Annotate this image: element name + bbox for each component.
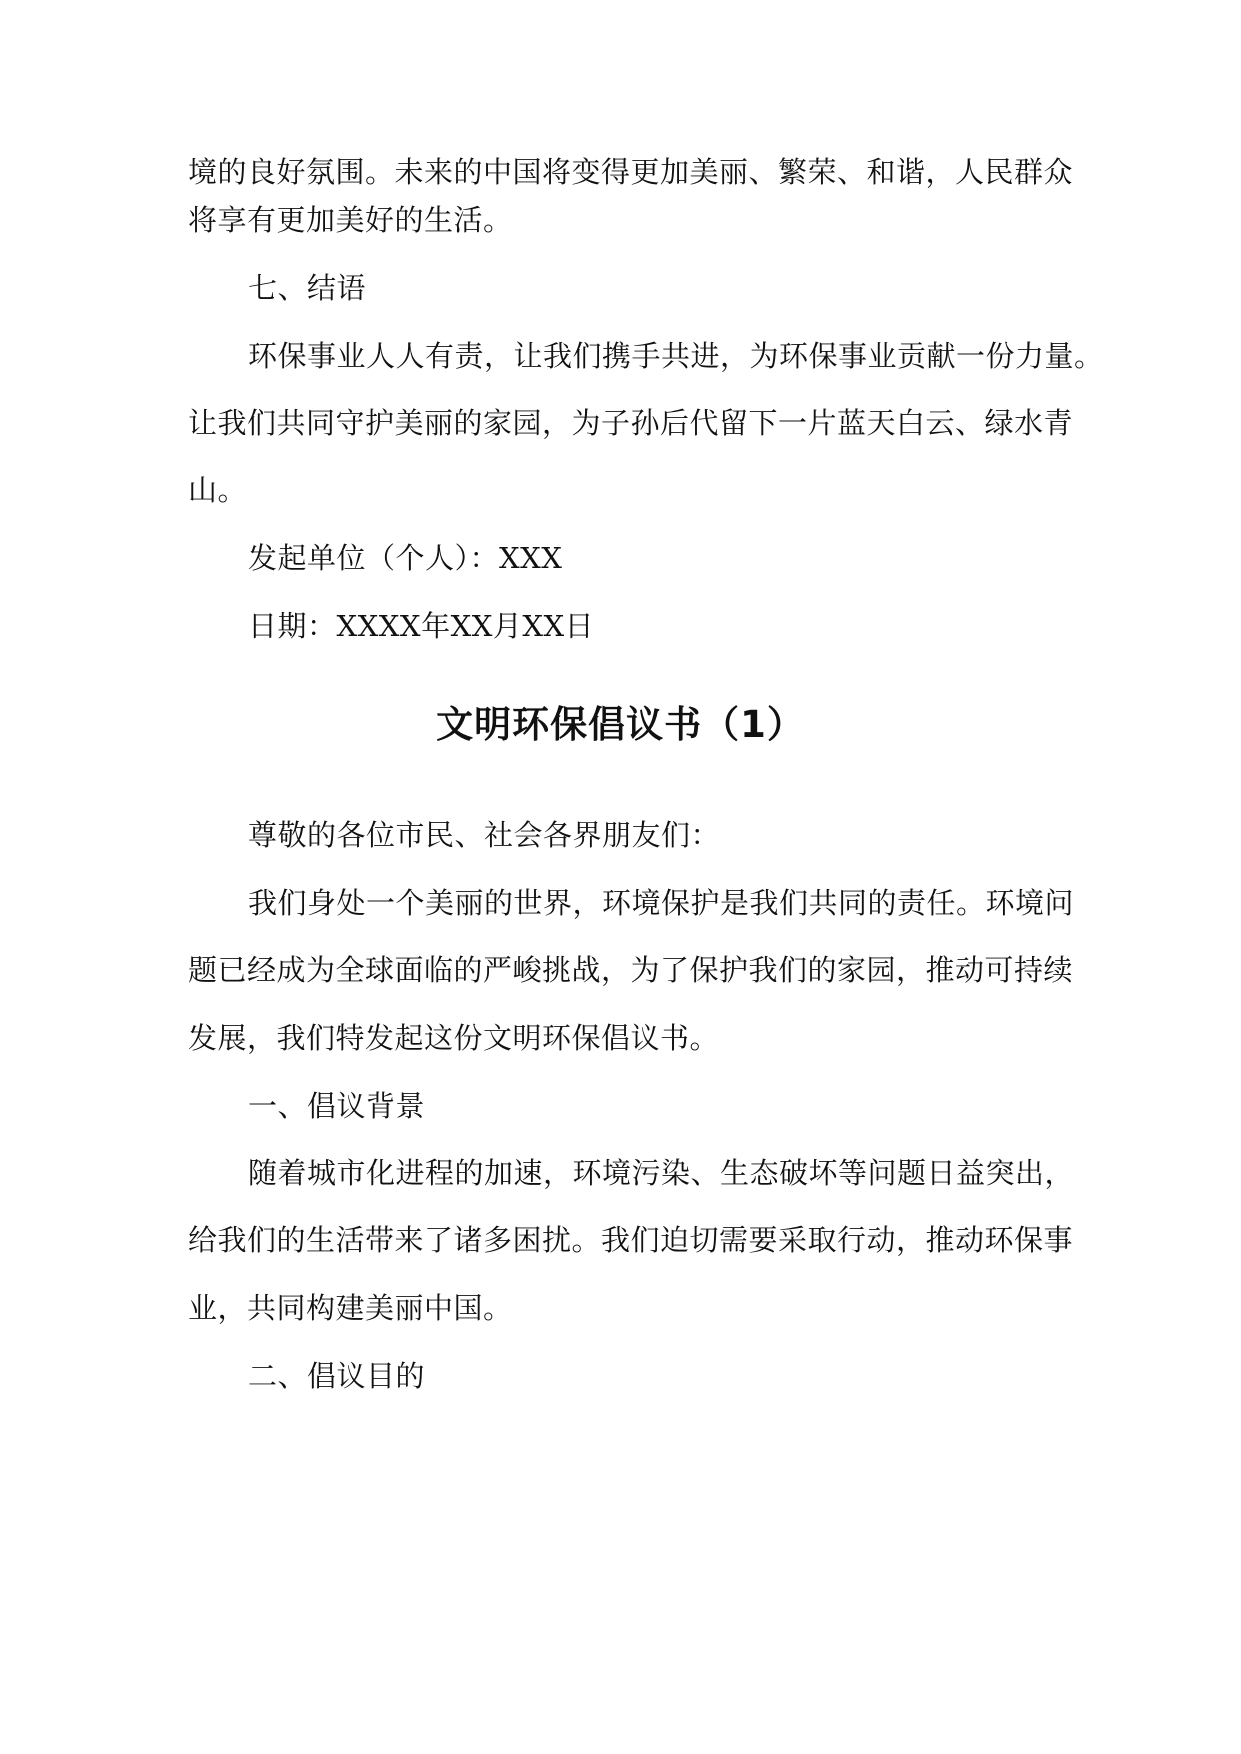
paragraph-line: 让我们共同守护美丽的家园，为子孙后代留下一片蓝天白云、绿水青 (188, 406, 1074, 440)
salutation-line: 尊敬的各位市民、社会各界朋友们： (248, 818, 721, 852)
initiator-line: 发起单位（个人）：XXX (248, 541, 563, 575)
section-heading-conclusion: 七、结语 (248, 271, 367, 305)
paragraph-line: 山。 (188, 473, 248, 507)
paragraph-line: 境的良好氛围。未来的中国将变得更加美丽、繁荣、和谐，人民群众 (188, 155, 1074, 189)
paragraph-line: 我们身处一个美丽的世界，环境保护是我们共同的责任。环境问 (248, 886, 1075, 920)
date-line: 日期：XXXX年XX月XX日 (248, 609, 595, 643)
paragraph-line: 随着城市化进程的加速，环境污染、生态破坏等问题日益突出， (248, 1156, 1075, 1190)
section-heading-background: 一、倡议背景 (248, 1089, 426, 1123)
paragraph-line: 将享有更加美好的生活。 (188, 203, 513, 237)
paragraph-line: 题已经成为全球面临的严峻挑战，为了保护我们的家园，推动可持续 (188, 953, 1074, 987)
paragraph-line: 发展，我们特发起这份文明环保倡议书。 (188, 1021, 720, 1055)
document-title: 文明环保倡议书（1） (436, 703, 805, 746)
paragraph-line: 环保事业人人有责，让我们携手共进，为环保事业贡献一份力量。 (248, 339, 1104, 373)
paragraph-line: 给我们的生活带来了诸多困扰。我们迫切需要采取行动，推动环保事 (188, 1223, 1074, 1257)
section-heading-purpose: 二、倡议目的 (248, 1359, 426, 1393)
paragraph-line: 业，共同构建美丽中国。 (188, 1291, 513, 1325)
